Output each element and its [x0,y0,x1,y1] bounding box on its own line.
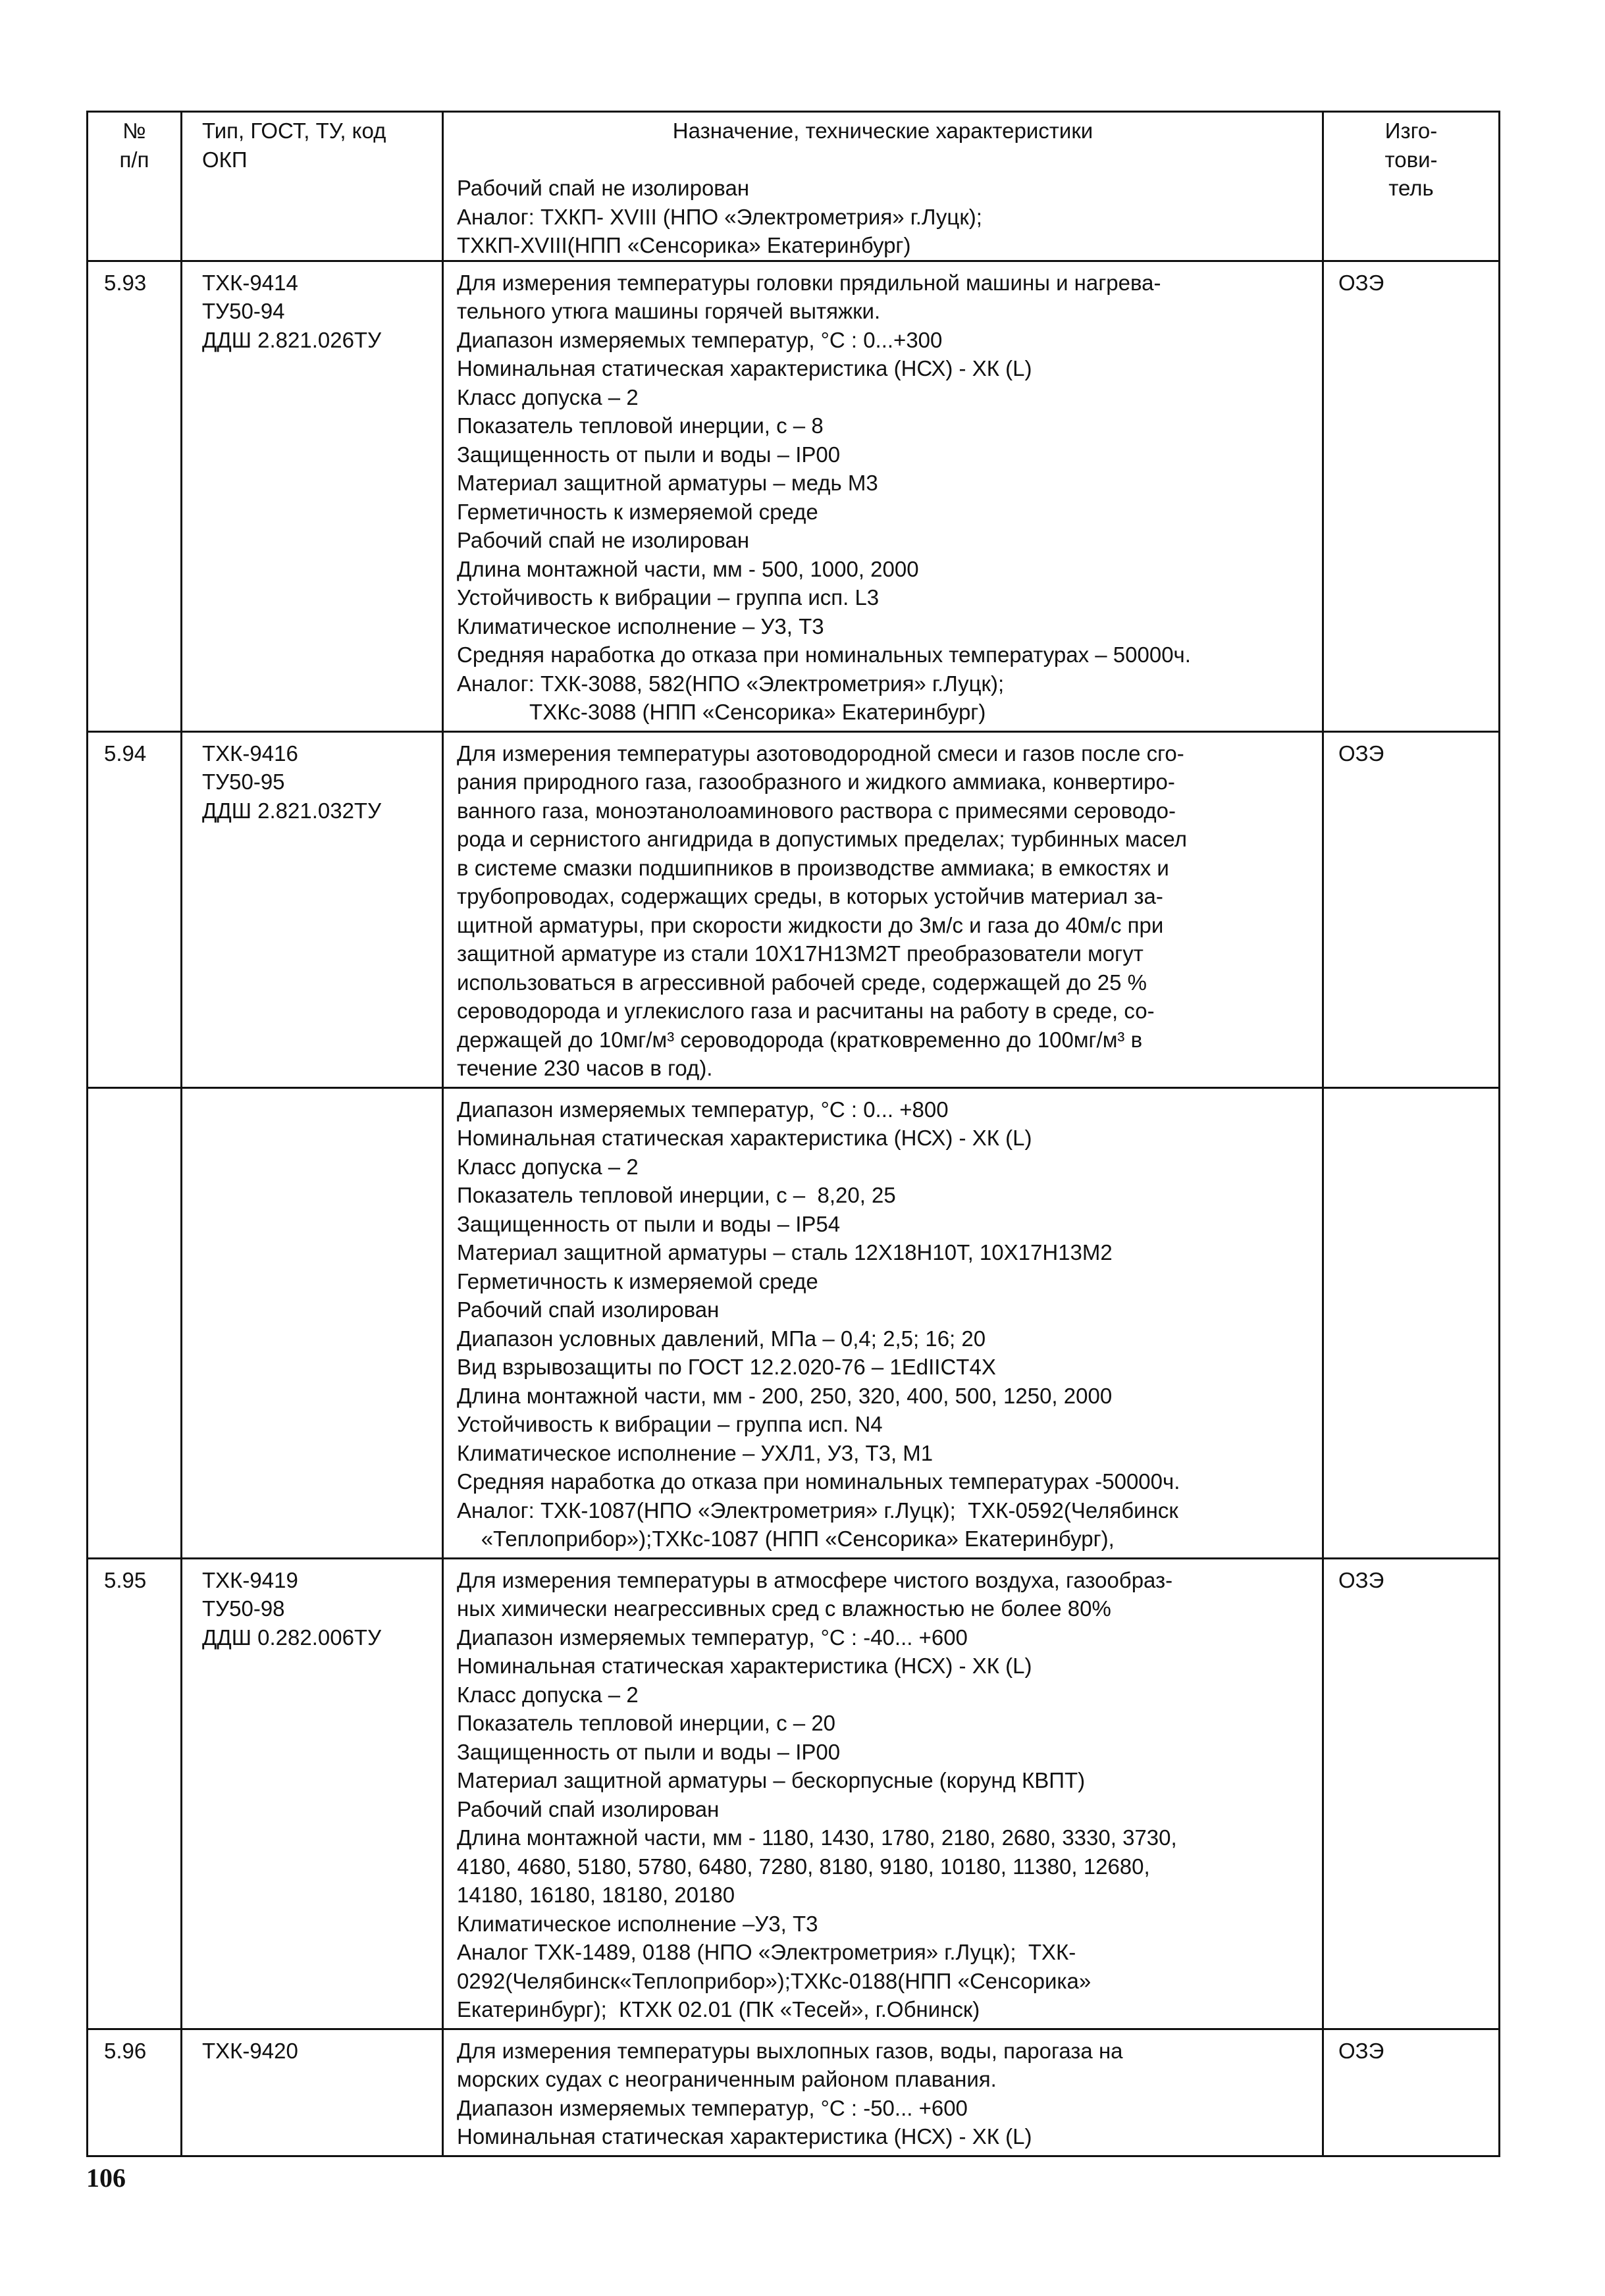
header-maker-line: тови- [1384,147,1438,172]
description-line: Класс допуска – 2 [457,1154,639,1179]
page-number: 106 [86,2163,126,2193]
manufacturer-cell [1323,2029,1500,2156]
description-line: рания природного газа, газообразного и жидкого аммиака, конвертиро- [457,770,1175,794]
description-line: Климатическое исполнение –У3, Т3 [457,1911,818,1936]
description-line: Екатеринбург); КТХК 02.01 (ПК «Тесей», г.Обнинск) [457,1997,980,2022]
continued-line: Аналог: ТХКП- XVIII (НПО «Электрометрия» г.Луцк); [457,204,982,229]
description-line: Аналог: ТХК-1087(НПО «Электрометрия» г.Луцк); ТХК-0592(Челябинск [457,1498,1178,1523]
continued-line: ТХКП-XVIII(НПП «Сенсорика» Екатеринбург) [457,233,911,257]
type-line: ТУ50-95 [202,770,285,794]
type-line: ТХК-9416 [202,741,298,766]
description-line: Материал защитной арматуры – медь М3 [457,471,878,495]
row-number: 5.95 [104,1567,147,1592]
description-line: Герметичность к измеряемой среде [457,1268,818,1293]
description-line: Класс допуска – 2 [457,1682,639,1707]
header-desc-title: Назначение, технические характеристики [672,118,1093,143]
type-line: ТУ50-94 [202,299,285,323]
type-cell [182,261,443,731]
description-line: Диапазон измеряемых температур, °С : -40... +600 [457,1625,968,1650]
description-line: морских судах с неограниченным районом плавания. [457,2067,997,2091]
description-line: Длина монтажной части, мм - 500, 1000, 2000 [457,556,919,581]
description-line: Герметичность к измеряемой среде [457,499,818,524]
description-line: ТХКс-3088 (НПП «Сенсорика» Екатеринбург) [457,700,986,724]
description-line: Показатель тепловой инерции, с – 8 [457,413,824,438]
table-row [88,261,1500,731]
description-line: ванного газа, моноэтанолоаминового раствора с примесями сероводо- [457,798,1176,823]
description-line: Номинальная статическая характеристика (НСХ) - ХК (L) [457,1126,1032,1150]
row-number: 5.93 [104,270,147,295]
description-line: Защищенность от пыли и воды – IP00 [457,1739,841,1764]
manufacturer-cell [1323,261,1500,731]
description-line: Материал защитной арматуры – сталь 12Х18Н10Т, 10Х17Н13М2 [457,1240,1113,1265]
description-line: Рабочий спай изолирован [457,1297,720,1322]
type-line: ДДШ 0.282.006ТУ [202,1625,382,1650]
description-line: 0292(Челябинск«Теплоприбор»);ТХКс-0188(НПП «Сенсорика» [457,1968,1092,1993]
header-type-cell [182,112,443,261]
row-number-cell [88,261,182,731]
manufacturer-cell [1323,1087,1500,1558]
description-line: Для измерения температуры выхлопных газов, воды, парогаза на [457,2038,1123,2063]
description-line: Защищенность от пыли и воды – IP00 [457,442,841,467]
table-body [88,261,1500,2156]
row-number-cell [88,731,182,1087]
description-line: Вид взрывозащиты по ГОСТ 12.2.020-76 – 1EdIICT4X [457,1355,996,1379]
type-line: ТХК-9420 [202,2038,298,2063]
description-line: тельного утюга машины горячей вытяжки. [457,299,881,323]
description-line: Диапазон условных давлений, МПа – 0,4; 2,5; 16; 20 [457,1326,986,1351]
description-line: течение 230 часов в год). [457,1056,713,1080]
continued-line: Рабочий спай не изолирован [457,176,750,200]
header-num-line: п/п [119,147,149,172]
description-line: Длина монтажной части, мм - 1180, 1430, 1780, 2180, 2680, 3330, 3730, [457,1825,1177,1850]
type-line: ДДШ 2.821.032ТУ [202,798,382,823]
description-cell [443,261,1323,731]
description-line: Диапазон измеряемых температур, °С : 0... +800 [457,1097,949,1122]
manufacturer: ОЗЭ [1338,270,1384,295]
description-line: 4180, 4680, 5180, 5780, 6480, 7280, 8180, 9180, 10180, 11380, 12680, [457,1854,1150,1879]
manufacturer: ОЗЭ [1338,1567,1384,1592]
description-cell [443,2029,1323,2156]
description-cell [443,1087,1323,1558]
type-cell [182,2029,443,2156]
header-type-line: Тип, ГОСТ, ТУ, код [202,118,386,143]
type-cell [182,731,443,1087]
description-line: Защищенность от пыли и воды – IP54 [457,1211,841,1236]
row-number: 5.94 [104,741,147,766]
header-type-line: ОКП [202,147,248,172]
description-line: Для измерения температуры азотоводородной смеси и газов после сго- [457,741,1184,766]
description-line: Номинальная статическая характеристика (НСХ) - ХК (L) [457,1654,1032,1678]
manufacturer-cell [1323,731,1500,1087]
description-line: «Теплоприбор»);ТХКс-1087 (НПП «Сенсорика» Екатеринбург), [457,1526,1115,1551]
description-line: Показатель тепловой инерции, с – 20 [457,1711,836,1735]
description-line: в системе смазки подшипников в производстве аммиака; в емкостях и [457,855,1169,880]
row-number-cell [88,2029,182,2156]
header-maker-line: тель [1388,176,1434,200]
description-cell [443,731,1323,1087]
row-number: 5.96 [104,2038,147,2063]
description-line: Устойчивость к вибрации – группа исп. L3 [457,585,880,610]
table-row [88,1087,1500,1558]
description-line: Для измерения температуры головки прядильной машины и нагрева- [457,270,1161,295]
description-line: трубопроводах, содержащих среды, в которых устойчив материал за- [457,884,1163,908]
manufacturer: ОЗЭ [1338,741,1384,766]
description-line: Устойчивость к вибрации – группа исп. N4 [457,1412,883,1436]
manufacturer-cell [1323,1558,1500,2029]
description-line: Класс допуска – 2 [457,384,639,409]
description-line: Рабочий спай не изолирован [457,528,750,552]
description-line: Рабочий спай изолирован [457,1796,720,1821]
header-maker-line: Изго- [1384,118,1438,143]
description-line: щитной арматуры, при скорости жидкости до 3м/с и газа до 40м/с при [457,912,1164,937]
description-line: Номинальная статическая характеристика (НСХ) - ХК (L) [457,356,1032,380]
description-line: Длина монтажной части, мм - 200, 250, 320, 400, 500, 1250, 2000 [457,1383,1113,1408]
description-line: использоваться в агрессивной рабочей среде, содержащей до 25 % [457,970,1147,995]
type-line: ТХК-9414 [202,270,298,295]
description-line: Климатическое исполнение – УХЛ1, У3, Т3, М1 [457,1440,934,1465]
type-cell [182,1558,443,2029]
description-line: Диапазон измеряемых температур, °С : -50... +600 [457,2095,968,2120]
type-line: ДДШ 2.821.026ТУ [202,327,382,352]
type-line: ТУ50-98 [202,1596,285,1621]
manufacturer: ОЗЭ [1338,2038,1384,2063]
header-desc-cell [443,112,1323,261]
description-line: Для измерения температуры в атмосфере чистого воздуха, газообраз- [457,1567,1173,1592]
description-line: Аналог: ТХК-3088, 582(НПО «Электрометрия» г.Луцк); [457,671,1005,696]
description-line: Показатель тепловой инерции, с – 8,20, 25 [457,1183,896,1207]
header-maker-cell [1323,112,1500,261]
table-header-row [88,112,1500,261]
header-num-cell [88,112,182,261]
row-number-cell [88,1087,182,1558]
description-line: Номинальная статическая характеристика (НСХ) - ХК (L) [457,2124,1032,2149]
description-line: Средняя наработка до отказа при номинальных температурах – 50000ч. [457,642,1191,667]
description-line: Климатическое исполнение – У3, Т3 [457,613,824,639]
description-line: Диапазон измеряемых температур, °С : 0...+300 [457,327,943,352]
description-cell [443,1558,1323,2029]
description-line: держащей до 10мг/м³ сероводорода (кратковременно до 100мг/м³ в [457,1027,1143,1052]
product-table [86,111,1500,2157]
description-line: сероводорода и углекислого газа и расчитаны на работу в среде, со- [457,999,1155,1023]
row-number-cell [88,1558,182,2029]
table-row [88,731,1500,1087]
description-line: Аналог ТХК-1489, 0188 (НПО «Электрометрия» г.Луцк); ТХК- [457,1940,1076,1964]
description-line: ных химически неагрессивных сред с влажностью не более 80% [457,1596,1111,1621]
description-line: защитной арматуре из стали 10Х17Н13М2Т преобразователи могут [457,941,1144,966]
type-cell [182,1087,443,1558]
continued-text [444,174,1322,260]
description-line: Материал защитной арматуры – бескорпусные (корунд КВПТ) [457,1768,1086,1792]
description-line: рода и сернистого ангидрида в допустимых пределах; турбинных масел [457,827,1187,851]
description-line: Средняя наработка до отказа при номинальных температурах -50000ч. [457,1469,1180,1494]
description-line: 14180, 16180, 18180, 20180 [457,1883,735,1907]
type-line: ТХК-9419 [202,1567,298,1592]
table-row [88,1558,1500,2029]
table-row [88,2029,1500,2156]
header-num-line: № [122,118,146,143]
